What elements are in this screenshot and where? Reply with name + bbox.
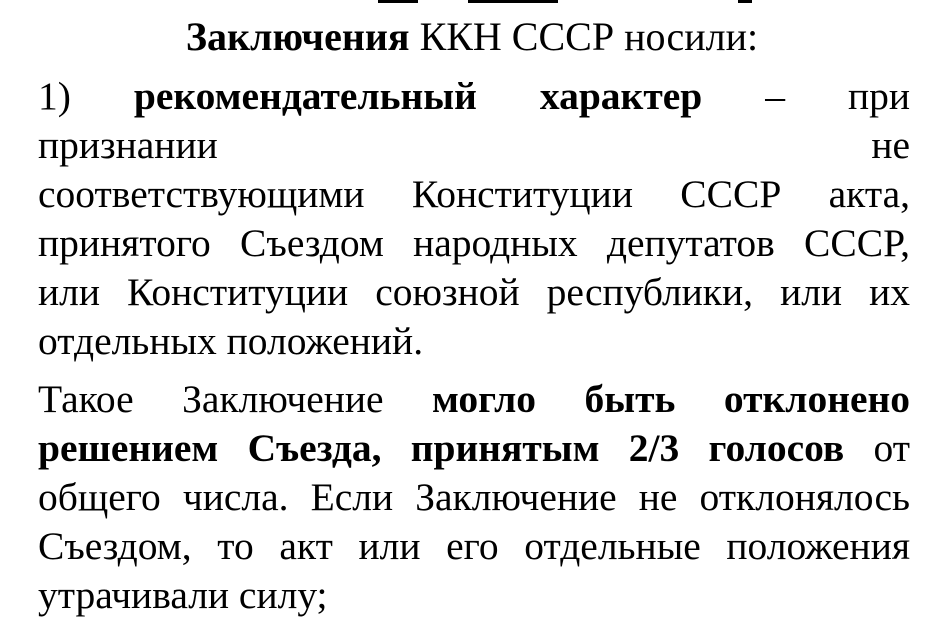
cut-off-text-fragment	[738, 0, 752, 3]
para-2-line-2-bold: решением Съезда, принятым 2/3 голосов	[38, 426, 845, 470]
page-heading	[0, 14, 944, 60]
word-ne: не	[871, 123, 910, 167]
heading-bold: Заключения	[185, 14, 410, 59]
heading-rest: ККН СССР носили:	[409, 14, 759, 59]
para-2-line-1	[38, 375, 910, 424]
word-pri: при	[847, 74, 910, 118]
cut-off-text-fragment	[378, 0, 418, 3]
item-1-paragraph	[38, 72, 910, 366]
para-2-line-5: утрачивали силу;	[38, 573, 328, 617]
para-2-line-1-bold: могло быть отклонено	[432, 377, 910, 421]
item-number: 1)	[38, 74, 71, 118]
para-2-line-4: Съездом, то акт или его отдельные положения	[38, 524, 910, 568]
item-1-line-4: принятого Съездом народных депутатов СССР,	[38, 221, 910, 265]
dash: –	[765, 74, 785, 118]
para-2-line-2-plain: от	[844, 426, 910, 470]
word-priznanii: признании	[38, 123, 218, 167]
item-1-line-2	[38, 121, 910, 170]
cut-off-text-fragment	[468, 0, 558, 3]
para-2-line-2	[38, 424, 910, 473]
para-2-line-1-plain: Такое Заключение	[38, 377, 433, 421]
item-1-line-3: соответствующими Конституции СССР акта,	[38, 172, 910, 216]
para-2-line-3: общего числа. Если Заключение не отклонялось	[38, 475, 910, 519]
item-1-line-5: или Конституции союзной республики, или их	[38, 270, 910, 314]
paragraph-2	[38, 375, 910, 620]
item-1-line-6: отдельных положений.	[38, 319, 424, 363]
bold-term-1: рекомендательный	[133, 74, 477, 118]
bold-term-2: характер	[539, 74, 703, 118]
item-1-line-1	[38, 72, 910, 121]
